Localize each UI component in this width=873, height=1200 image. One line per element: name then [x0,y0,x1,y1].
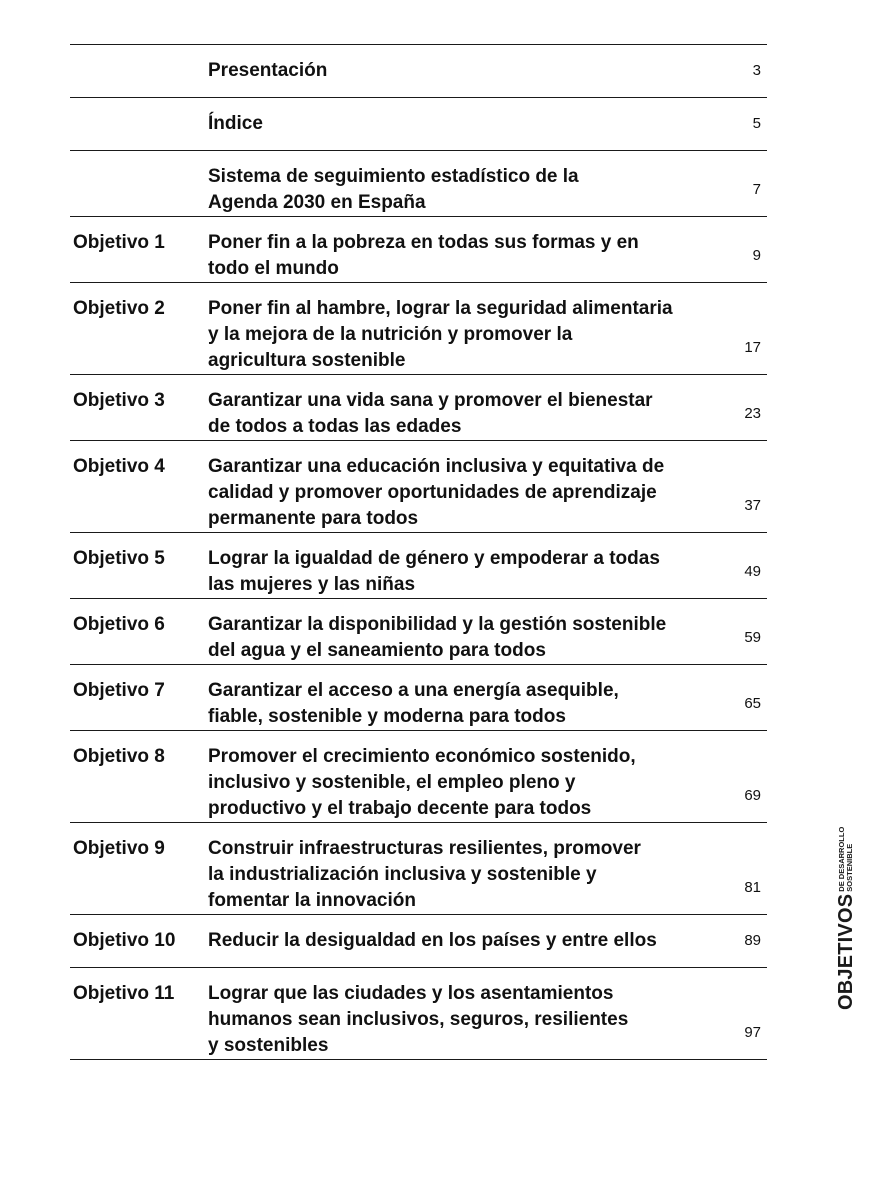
toc-label: Objetivo 1 [73,232,165,253]
toc-row-sistema-seguimiento[interactable] [70,151,767,217]
toc-title: Lograr que las ciudades y los asentamientos humanos sean inclusivos, seguros, resilientes y sostenibles [208,983,629,1056]
toc-row-presentacion[interactable] [70,45,767,98]
toc-page-number: 81 [744,879,761,896]
ods-side-logo [836,827,856,1010]
toc-label: Objetivo 9 [73,838,165,859]
toc-row-objetivo-7[interactable] [70,665,767,731]
toc-row-indice[interactable] [70,98,767,151]
logo-subtitle [838,827,854,892]
toc-row-objetivo-3[interactable] [70,375,767,441]
toc-label: Objetivo 11 [73,983,175,1004]
toc-page-number: 69 [744,787,761,804]
toc-page-number: 23 [744,405,761,422]
toc-title: Poner fin a la pobreza en todas sus formas y en todo el mundo [208,232,639,279]
toc-row-objetivo-5[interactable] [70,533,767,599]
toc-page-number: 37 [744,497,761,514]
toc-row-objetivo-2[interactable] [70,283,767,375]
toc-page-number: 59 [744,629,761,646]
toc-page-number: 17 [744,339,761,356]
toc-title: Promover el crecimiento económico sostenido, inclusivo y sostenible, el empleo pleno y productivo y el trabajo decente para todos [208,746,636,819]
logo-subtitle-line-2: SOSTENIBLE [845,843,854,892]
toc-row-objetivo-9[interactable] [70,823,767,915]
toc-title: Garantizar la disponibilidad y la gestión sostenible del agua y el saneamiento para todos [208,614,667,661]
toc-row-objetivo-8[interactable] [70,731,767,823]
toc-label: Objetivo 7 [73,680,165,701]
logo-subtitle-line-1: DE DESARROLLO [837,826,846,892]
toc-title: Reducir la desigualdad en los países y entre ellos [208,930,657,951]
toc-title: Poner fin al hambre, lograr la seguridad alimentaria y la mejora de la nutrición y promover la agricultura sostenible [208,298,673,371]
toc-page-number: 97 [744,1024,761,1041]
toc-label: Objetivo 3 [73,390,165,411]
toc-page-number: 9 [752,247,761,264]
toc-title: Índice [208,113,263,134]
toc-title: Lograr la igualdad de género y empoderar a todas las mujeres y las niñas [208,548,660,595]
toc-page-number: 7 [752,181,761,198]
toc-title: Construir infraestructuras resilientes, promover la industrialización inclusiva y sostenible y fomentar la innovación [208,838,641,911]
toc-title: Sistema de seguimiento estadístico de la Agenda 2030 en España [208,166,579,213]
toc-label: Objetivo 10 [73,930,176,951]
toc-title: Garantizar una vida sana y promover el bienestar de todos a todas las edades [208,390,653,437]
toc-page-number: 89 [744,932,761,949]
toc-page-number: 3 [752,62,761,79]
toc-label: Objetivo 8 [73,746,165,767]
toc-page-number: 65 [744,695,761,712]
table-of-contents [70,44,767,1060]
toc-title: Presentación [208,60,328,81]
toc-label: Objetivo 4 [73,456,165,477]
toc-row-objetivo-4[interactable] [70,441,767,533]
toc-page-number: 49 [744,563,761,580]
toc-title: Garantizar el acceso a una energía asequible, fiable, sostenible y moderna para todos [208,680,619,727]
toc-label: Objetivo 6 [73,614,165,635]
toc-page-number: 5 [752,115,761,132]
logo-main-text: OBJETIVOS [835,893,857,1010]
toc-label: Objetivo 5 [73,548,165,569]
toc-row-objetivo-6[interactable] [70,599,767,665]
toc-row-objetivo-10[interactable] [70,915,767,968]
toc-title: Garantizar una educación inclusiva y equitativa de calidad y promover oportunidades de aprendizaje permanente para todos [208,456,665,529]
toc-row-objetivo-1[interactable] [70,217,767,283]
toc-label: Objetivo 2 [73,298,165,319]
toc-row-objetivo-11[interactable] [70,968,767,1060]
